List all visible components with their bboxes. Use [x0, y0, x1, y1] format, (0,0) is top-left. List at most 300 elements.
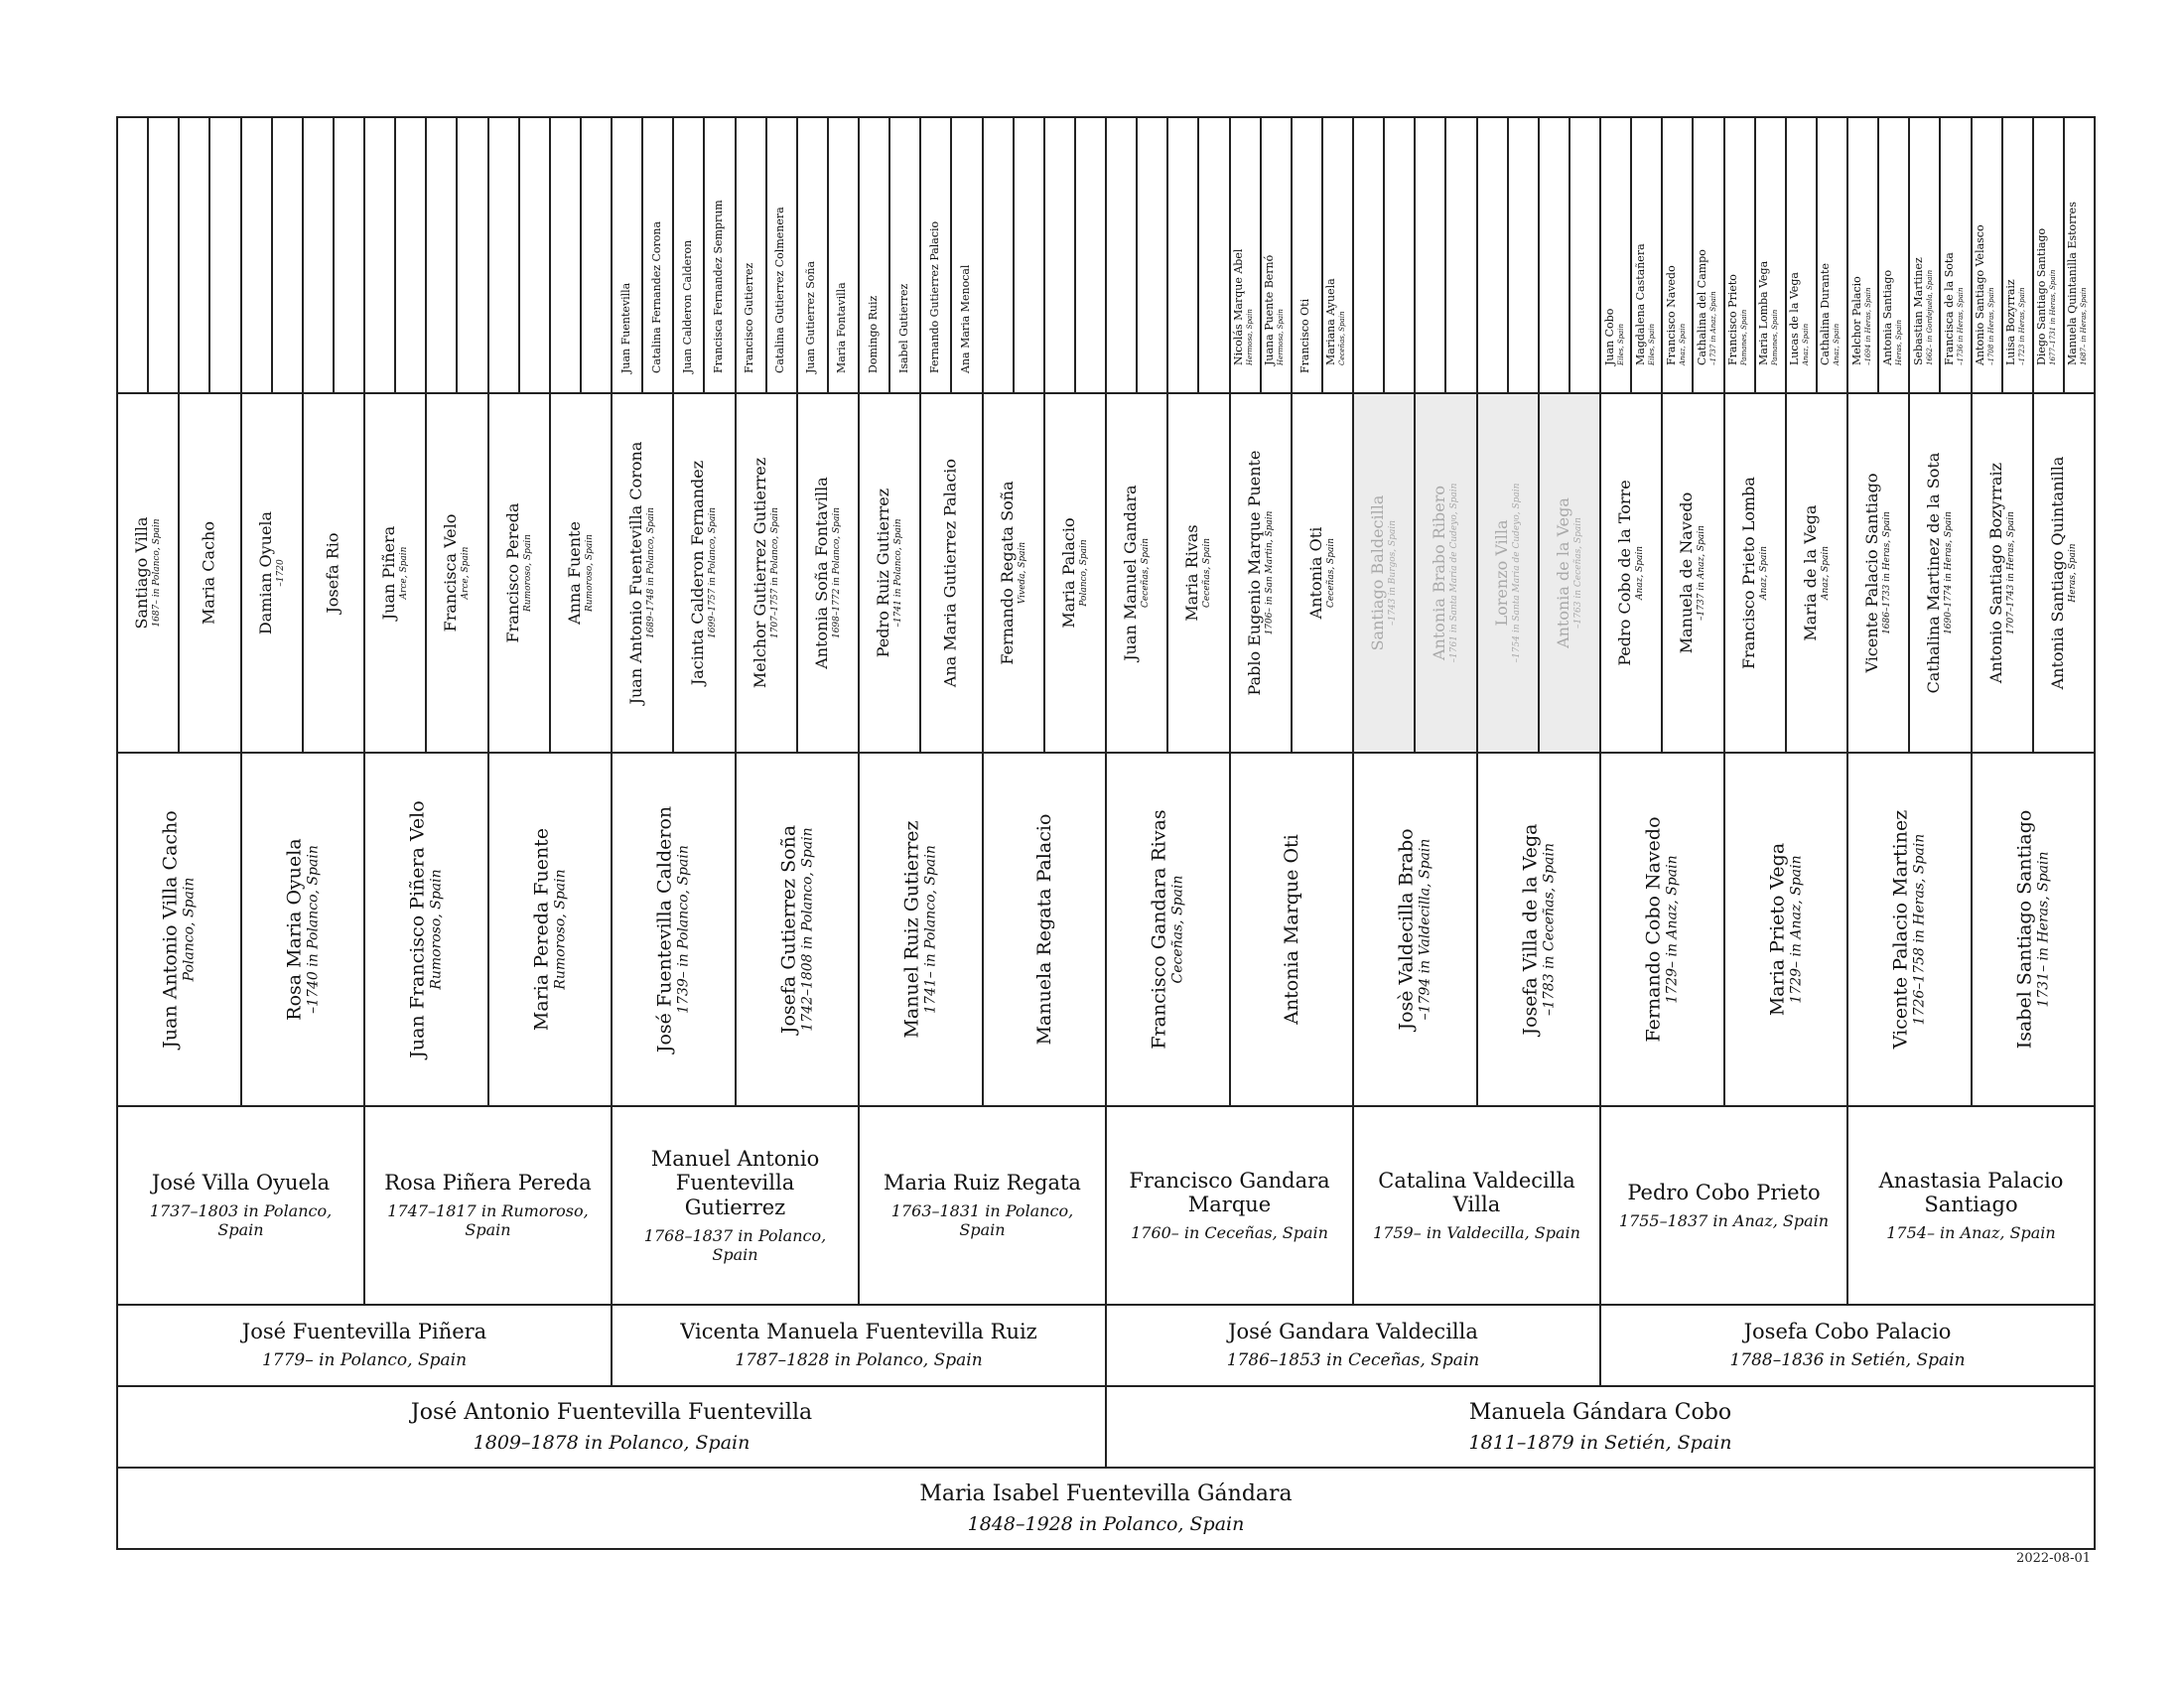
person-box — [425, 116, 458, 394]
person-box — [1105, 1304, 1601, 1387]
person-label — [1975, 224, 1995, 365]
person-label — [875, 489, 904, 657]
person-dates: 1729– in Anaz, Spain — [1788, 855, 1805, 1004]
person-name: Maria Lomba Vega — [1757, 260, 1771, 365]
person-box — [1723, 752, 1849, 1107]
person-dates: 1706– in San Martin, Spain — [1264, 510, 1275, 635]
person-name: Rosa Maria Oyuela — [283, 838, 306, 1021]
person-dates: Rumoroso, Spain — [552, 869, 569, 990]
person-box — [1599, 392, 1663, 754]
person-name: Cathalina Durante — [1819, 262, 1833, 365]
person-label — [2036, 227, 2057, 364]
person-label — [380, 526, 410, 621]
person-box — [858, 392, 921, 754]
person-box — [641, 116, 674, 394]
person-box — [735, 752, 861, 1107]
person-name: Manuela Regata Palacio — [1032, 813, 1055, 1046]
person-name: Juan Calderon Calderon — [680, 239, 694, 374]
person-label — [1789, 272, 1810, 365]
person-dates: Rumoroso, Spain — [429, 869, 446, 990]
person-label — [530, 828, 569, 1031]
person-box — [271, 116, 304, 394]
person-name: José Villa Oyuela — [151, 1171, 331, 1196]
person-name: Lucas de la Vega — [1788, 271, 1802, 365]
person-dates: –1740 in Polanco, Spain — [305, 845, 322, 1014]
person-box — [703, 116, 736, 394]
person-label — [1882, 270, 1903, 365]
person-name: Francisco Navedo — [1664, 264, 1678, 365]
person-label — [805, 261, 818, 373]
person-name: Francisco Gandara Rivas — [1148, 809, 1170, 1050]
person-name: Josefa Rio — [323, 532, 342, 614]
person-name: Juan Fuentevilla — [618, 282, 632, 374]
person-box — [1569, 116, 1601, 394]
person-label — [201, 521, 219, 625]
person-dates: 1779– in Polanco, Spain — [261, 1350, 468, 1371]
person-box — [982, 752, 1108, 1107]
person-dates: Eiles, Spain — [1616, 323, 1625, 365]
person-dates: Anaz, Spain — [1833, 323, 1842, 365]
person-box — [1105, 1385, 2096, 1469]
person-label — [1107, 1306, 1599, 1385]
person-name: Antonia Santiago — [1880, 269, 1894, 365]
person-box — [1846, 1105, 2096, 1306]
person-name: José Fuentevilla Piñera — [241, 1320, 487, 1344]
person-box — [1692, 116, 1724, 394]
person-name: Francisca Velo — [441, 513, 461, 633]
person-name: Manuela de Navedo — [1677, 492, 1697, 654]
person-box — [116, 752, 242, 1107]
person-name: Antonia de la Vega — [1554, 497, 1573, 648]
person-dates: 1729– in Anaz, Spain — [1665, 855, 1682, 1004]
person-box — [1538, 116, 1570, 394]
person-dates: 1737–1803 in Polanco, Spain — [149, 1201, 333, 1240]
person-label — [1913, 257, 1934, 365]
person-name: Francisca Fernandez Semprum — [711, 200, 725, 374]
person-name: Melchor Gutierrez Gutierrez — [750, 457, 769, 689]
person-name: Maria Prieto Vega — [1766, 842, 1789, 1017]
person-dates: Polanco, Spain — [182, 877, 199, 982]
person-box — [1166, 392, 1230, 754]
person-label — [613, 1306, 1105, 1385]
person-box — [1971, 116, 2003, 394]
person-label — [1246, 451, 1276, 696]
person-label — [1307, 527, 1337, 620]
person-box — [116, 392, 180, 754]
person-box — [116, 116, 149, 394]
person-label — [1493, 484, 1523, 663]
person-dates: Ceceñas, Spain — [1202, 537, 1213, 609]
person-dates: –1737 in Anaz, Spain — [1697, 525, 1707, 621]
person-box — [1599, 752, 1725, 1107]
person-name: Juan Gutierrez Soña — [804, 260, 818, 374]
person-box — [333, 116, 365, 394]
person-box — [116, 1385, 1107, 1469]
person-box — [363, 392, 427, 754]
person-name: Francisco Pereda — [502, 502, 522, 643]
person-name: Catalina Valdecilla Villa — [1378, 1168, 1575, 1217]
person-dates: Ceceñas, Spain — [1338, 311, 1347, 365]
person-name: Damian Oyuela — [255, 510, 275, 635]
person-dates: Heras, Spain — [2067, 543, 2078, 603]
person-label — [257, 511, 287, 634]
person-box — [1013, 116, 1045, 394]
person-name: Cathalina Martinez de la Sota — [1924, 452, 1944, 694]
person-dates: Ceceñas, Spain — [1141, 537, 1152, 609]
person-dates: –1720 — [275, 559, 286, 587]
person-dates: Heras, Spain — [1894, 319, 1903, 365]
person-name: José Fuentevilla Calderon — [653, 805, 676, 1054]
person-name: Vicente Palacio Santiago — [1862, 473, 1882, 673]
person-name: Juan Francisco Piñera Velo — [406, 800, 429, 1058]
person-label — [690, 461, 720, 685]
person-dates: 1686–1733 in Heras, Spain — [1882, 511, 1893, 634]
person-name: Nicolás Marque Abel — [1232, 248, 1246, 365]
person-label — [1264, 254, 1285, 364]
person-name: Catalina Gutierrez Colmenera — [773, 207, 787, 374]
person-name: Fernando Cobo Navedo — [1642, 816, 1665, 1043]
person-label — [118, 1306, 611, 1385]
person-dates: 1787–1828 in Polanco, Spain — [735, 1350, 983, 1371]
person-label — [1233, 248, 1254, 364]
person-name: Catalina Fernandez Corona — [649, 220, 663, 374]
person-box — [672, 392, 736, 754]
person-box — [1229, 116, 1262, 394]
person-label — [1299, 299, 1312, 373]
person-dates: Pamanes, Spain — [1740, 309, 1749, 365]
person-dates: 1707–1743 in Heras, Spain — [2005, 511, 2016, 634]
person-name: Manuel Ruiz Gutierrez — [900, 820, 923, 1039]
person-dates: Arce, Spain — [461, 546, 472, 600]
person-label — [2049, 457, 2079, 690]
person-label — [407, 800, 446, 1057]
person-label — [504, 503, 534, 643]
person-label — [654, 806, 693, 1053]
person-label — [118, 1107, 363, 1304]
person-dates: Arce, Spain — [399, 546, 410, 600]
person-box — [1723, 392, 1787, 754]
person-box — [178, 116, 210, 394]
person-box — [1723, 116, 1756, 394]
person-dates: 1741– in Polanco, Spain — [923, 845, 940, 1014]
person-box — [1105, 392, 1168, 754]
person-label — [777, 825, 816, 1034]
person-name: Maria Isabel Fuentevilla Gándara — [919, 1480, 1293, 1506]
person-name: Francisca de la Sota — [1942, 251, 1956, 365]
person-name: Melchor Palacio — [1849, 275, 1863, 365]
person-dates: 1811–1879 in Setién, Spain — [1468, 1431, 1732, 1454]
person-name: Domingo Ruiz — [866, 295, 880, 374]
person-label — [1643, 816, 1682, 1042]
person-box — [1444, 116, 1477, 394]
person-name: Maria Cacho — [199, 521, 218, 625]
person-box — [1414, 392, 1477, 754]
person-label — [118, 1469, 2094, 1548]
person-box — [1599, 1304, 2096, 1387]
person-name: Josè Valdecilla Brabo — [1395, 828, 1418, 1031]
person-dates: Rumoroso, Spain — [584, 534, 595, 612]
person-name: Francisco Gutierrez — [743, 262, 756, 374]
person-label — [1369, 495, 1399, 651]
person-label — [1107, 1387, 2094, 1467]
person-box — [302, 116, 335, 394]
person-box — [363, 116, 396, 394]
person-box — [1816, 116, 1848, 394]
person-dates: Viveda, Spain — [1017, 541, 1027, 605]
person-box — [919, 116, 952, 394]
person-name: Josefa Gutierrez Soña — [777, 824, 800, 1035]
person-dates: 1742–1808 in Polanco, Spain — [799, 827, 816, 1032]
person-name: Antonio Santiago Velasco — [1974, 224, 1987, 365]
person-dates: Hermosa, Spain — [1246, 308, 1255, 365]
person-dates: –1737 in Anaz, Spain — [1708, 291, 1717, 365]
person-box — [1599, 116, 1632, 394]
person-box — [1846, 116, 1879, 394]
person-box — [1785, 392, 1848, 754]
person-label — [1184, 524, 1214, 621]
person-name: Antonia Soña Fontavilla — [812, 477, 832, 669]
person-label — [1396, 828, 1434, 1030]
person-dates: 1689–1748 in Polanco, Spain — [646, 507, 657, 639]
person-label — [774, 207, 787, 373]
person-label — [682, 240, 695, 373]
person-label — [283, 838, 322, 1020]
person-dates: 1687– in Heras, Spain — [2080, 287, 2089, 365]
person-dates: –1694 in Heras, Spain — [1863, 287, 1872, 365]
person-name: Diego Santiago Santiago — [2035, 227, 2049, 365]
person-box — [1321, 116, 1354, 394]
person-dates: 1677–1731 in Heras, Spain — [2049, 269, 2058, 365]
person-box — [1166, 116, 1199, 394]
person-name: Anastasia Palacio Santiago — [1878, 1168, 2064, 1217]
person-label — [898, 284, 911, 373]
person-dates: 1747–1817 in Rumoroso, Spain — [387, 1201, 589, 1240]
person-box — [888, 116, 921, 394]
person-label — [651, 221, 664, 373]
person-box — [611, 1105, 860, 1306]
person-box — [363, 1105, 613, 1306]
person-dates: Eiles, Spain — [1647, 323, 1656, 365]
person-name: Manuela Quintanilla Estorres — [2066, 201, 2080, 365]
person-box — [1291, 116, 1323, 394]
person-label — [1354, 1107, 1599, 1304]
person-dates: –1794 in Valdecilla, Spain — [1418, 838, 1434, 1021]
person-dates: Anaz, Spain — [1802, 323, 1811, 365]
person-name: Antonia Marque Oti — [1280, 834, 1302, 1025]
person-dates: 1848–1928 in Polanco, Spain — [967, 1512, 1245, 1535]
person-box — [1908, 116, 1941, 394]
person-box — [982, 392, 1045, 754]
person-label — [1060, 517, 1090, 628]
person-label — [1519, 823, 1558, 1035]
person-label — [2005, 279, 2026, 365]
person-name: Manuela Gándara Cobo — [1468, 1399, 1732, 1425]
person-name: Mariana Ayuela — [1324, 277, 1338, 365]
person-box — [116, 1304, 613, 1387]
person-box — [1291, 392, 1354, 754]
person-box — [240, 752, 366, 1107]
person-label — [1851, 276, 1872, 365]
person-label — [160, 810, 199, 1048]
person-box — [765, 116, 798, 394]
person-box — [858, 752, 984, 1107]
person-box — [858, 116, 890, 394]
person-label — [1926, 453, 1956, 694]
person-label — [868, 296, 881, 373]
person-name: Ana Maria Gutierrez Palacio — [940, 458, 960, 688]
person-dates: 1731– in Heras, Spain — [2035, 851, 2052, 1008]
person-name: Manuel Antonio Fuentevilla Gutierrez — [650, 1146, 820, 1220]
person-box — [302, 392, 365, 754]
person-label — [1432, 484, 1461, 663]
person-dates: Anaz, Spain — [1635, 545, 1646, 601]
person-name: Lorenzo Villa — [1491, 519, 1511, 627]
person-box — [1476, 116, 1509, 394]
person-dates: Anaz, Spain — [1678, 323, 1687, 365]
person-box — [208, 116, 241, 394]
person-box — [1971, 752, 2097, 1107]
person-name: Fernando Gutierrez Palacio — [927, 220, 941, 374]
person-box — [1661, 116, 1694, 394]
person-name: Magdalena Castañera — [1633, 243, 1647, 365]
person-dates: 1662– in Gordejuela, Spain — [1925, 269, 1934, 365]
person-dates: Hermosa, Spain — [1277, 308, 1286, 365]
person-name: Juan Cobo — [1602, 308, 1616, 365]
person-box — [394, 116, 427, 394]
person-box — [796, 116, 829, 394]
person-dates: 1788–1836 in Setién, Spain — [1729, 1350, 1966, 1371]
person-label — [1555, 497, 1584, 648]
person-box — [456, 116, 488, 394]
person-box — [1630, 116, 1663, 394]
person-box — [611, 116, 643, 394]
person-box — [1043, 392, 1107, 754]
person-box — [1229, 392, 1293, 754]
person-box — [1352, 1105, 1601, 1306]
person-label — [1758, 260, 1779, 364]
person-dates: 1699–1757 in Polanco, Spain — [708, 507, 719, 639]
person-name: Josefa Villa de la Vega — [1519, 823, 1542, 1036]
person-label — [1281, 834, 1302, 1025]
person-dates: –1743 in Burgos, Spain — [1388, 519, 1399, 627]
person-name: José Gandara Valdecilla — [1228, 1320, 1478, 1344]
person-name: Juan Antonio Villa Cacho — [159, 810, 182, 1049]
person-dates: –1736 in Heras, Spain — [1956, 287, 1965, 365]
person-name: Antonia Oti — [1306, 526, 1326, 620]
person-dates: 1687– in Polanco, Spain — [152, 518, 163, 628]
person-label — [999, 481, 1028, 664]
person-box — [611, 392, 674, 754]
person-label — [566, 521, 596, 625]
person-label — [1679, 492, 1708, 653]
person-box — [796, 392, 860, 754]
person-name: Santiago Baldecilla — [1368, 494, 1388, 651]
person-name: Francisco Gandara Marque — [1129, 1168, 1330, 1217]
person-dates: Anaz, Spain — [1758, 545, 1769, 601]
person-label — [1604, 308, 1625, 364]
person-name: José Antonio Fuentevilla Fuentevilla — [410, 1399, 813, 1425]
person-label — [1766, 843, 1805, 1016]
person-box — [1908, 392, 1972, 754]
person-box — [1383, 116, 1416, 394]
person-name: Josefa Cobo Palacio — [1743, 1320, 1952, 1344]
person-dates: Rumoroso, Spain — [522, 534, 533, 612]
person-box — [1538, 392, 1601, 754]
person-box — [1105, 116, 1138, 394]
person-box — [1846, 752, 1973, 1107]
person-dates: –1783 in Ceceñas, Spain — [1541, 843, 1558, 1017]
person-label — [1325, 278, 1346, 365]
person-label — [901, 820, 940, 1038]
person-dates: –1708 in Heras, Spain — [1987, 287, 1996, 365]
person-label — [613, 1107, 858, 1304]
person-label — [324, 532, 342, 613]
person-name: Santiago Villa — [132, 516, 152, 630]
person-label — [133, 516, 163, 629]
person-box — [116, 1467, 2096, 1550]
person-box — [1414, 116, 1446, 394]
person-box — [1599, 1105, 1848, 1306]
person-box — [1260, 116, 1293, 394]
person-label — [1666, 265, 1687, 365]
person-dates: 1763–1831 in Polanco, Spain — [890, 1201, 1074, 1240]
person-box — [2032, 392, 2096, 754]
person-name: Juan Antonio Fuentevilla Corona — [626, 441, 646, 705]
person-label — [836, 282, 849, 373]
person-label — [1033, 814, 1055, 1046]
person-label — [1601, 1306, 2094, 1385]
person-dates: Polanco, Spain — [1078, 539, 1089, 607]
person-label — [1727, 274, 1748, 365]
person-name: Maria Palacio — [1059, 517, 1079, 629]
person-box — [1661, 392, 1724, 754]
person-box — [1877, 116, 1910, 394]
person-box — [1939, 116, 1972, 394]
person-box — [518, 116, 551, 394]
person-name: Maria Pereda Fuente — [530, 827, 553, 1032]
person-name: Pablo Eugenio Marque Puente — [1244, 450, 1264, 696]
person-box — [147, 116, 180, 394]
person-dates: 1768–1837 in Polanco, Spain — [643, 1225, 827, 1265]
person-name: Juan Piñera — [379, 525, 399, 621]
person-box — [2001, 116, 2034, 394]
person-name: Francisco Prieto Lomba — [1738, 477, 1758, 669]
person-name: Francisco Oti — [1298, 298, 1312, 374]
person-label — [1944, 252, 1965, 365]
person-box — [1971, 392, 2034, 754]
person-label — [118, 1387, 1105, 1467]
person-name: Antonio Santiago Bozyrraiz — [1985, 462, 2005, 684]
person-name: Pedro Ruiz Gutierrez — [874, 488, 893, 658]
person-label — [443, 514, 473, 633]
person-box — [1105, 1105, 1354, 1306]
person-label — [2013, 810, 2052, 1050]
person-name: Maria Rivas — [1182, 524, 1202, 622]
person-name: Isabel Santiago Santiago — [2013, 809, 2036, 1050]
person-box — [1352, 752, 1478, 1107]
person-box — [1785, 116, 1818, 394]
person-box — [1074, 116, 1107, 394]
person-label — [1890, 810, 1929, 1049]
person-dates: 1690–1774 in Heras, Spain — [1944, 511, 1955, 634]
person-dates: 1786–1853 in Ceceñas, Spain — [1226, 1350, 1480, 1371]
person-dates: 1755–1837 in Anaz, Spain — [1618, 1210, 1830, 1230]
person-name: Vicenta Manuela Fuentevilla Ruiz — [680, 1320, 1037, 1344]
person-name: Juan Manuel Gandara — [1121, 485, 1141, 661]
person-label — [627, 442, 657, 705]
person-box — [672, 116, 705, 394]
person-label — [2067, 202, 2088, 365]
